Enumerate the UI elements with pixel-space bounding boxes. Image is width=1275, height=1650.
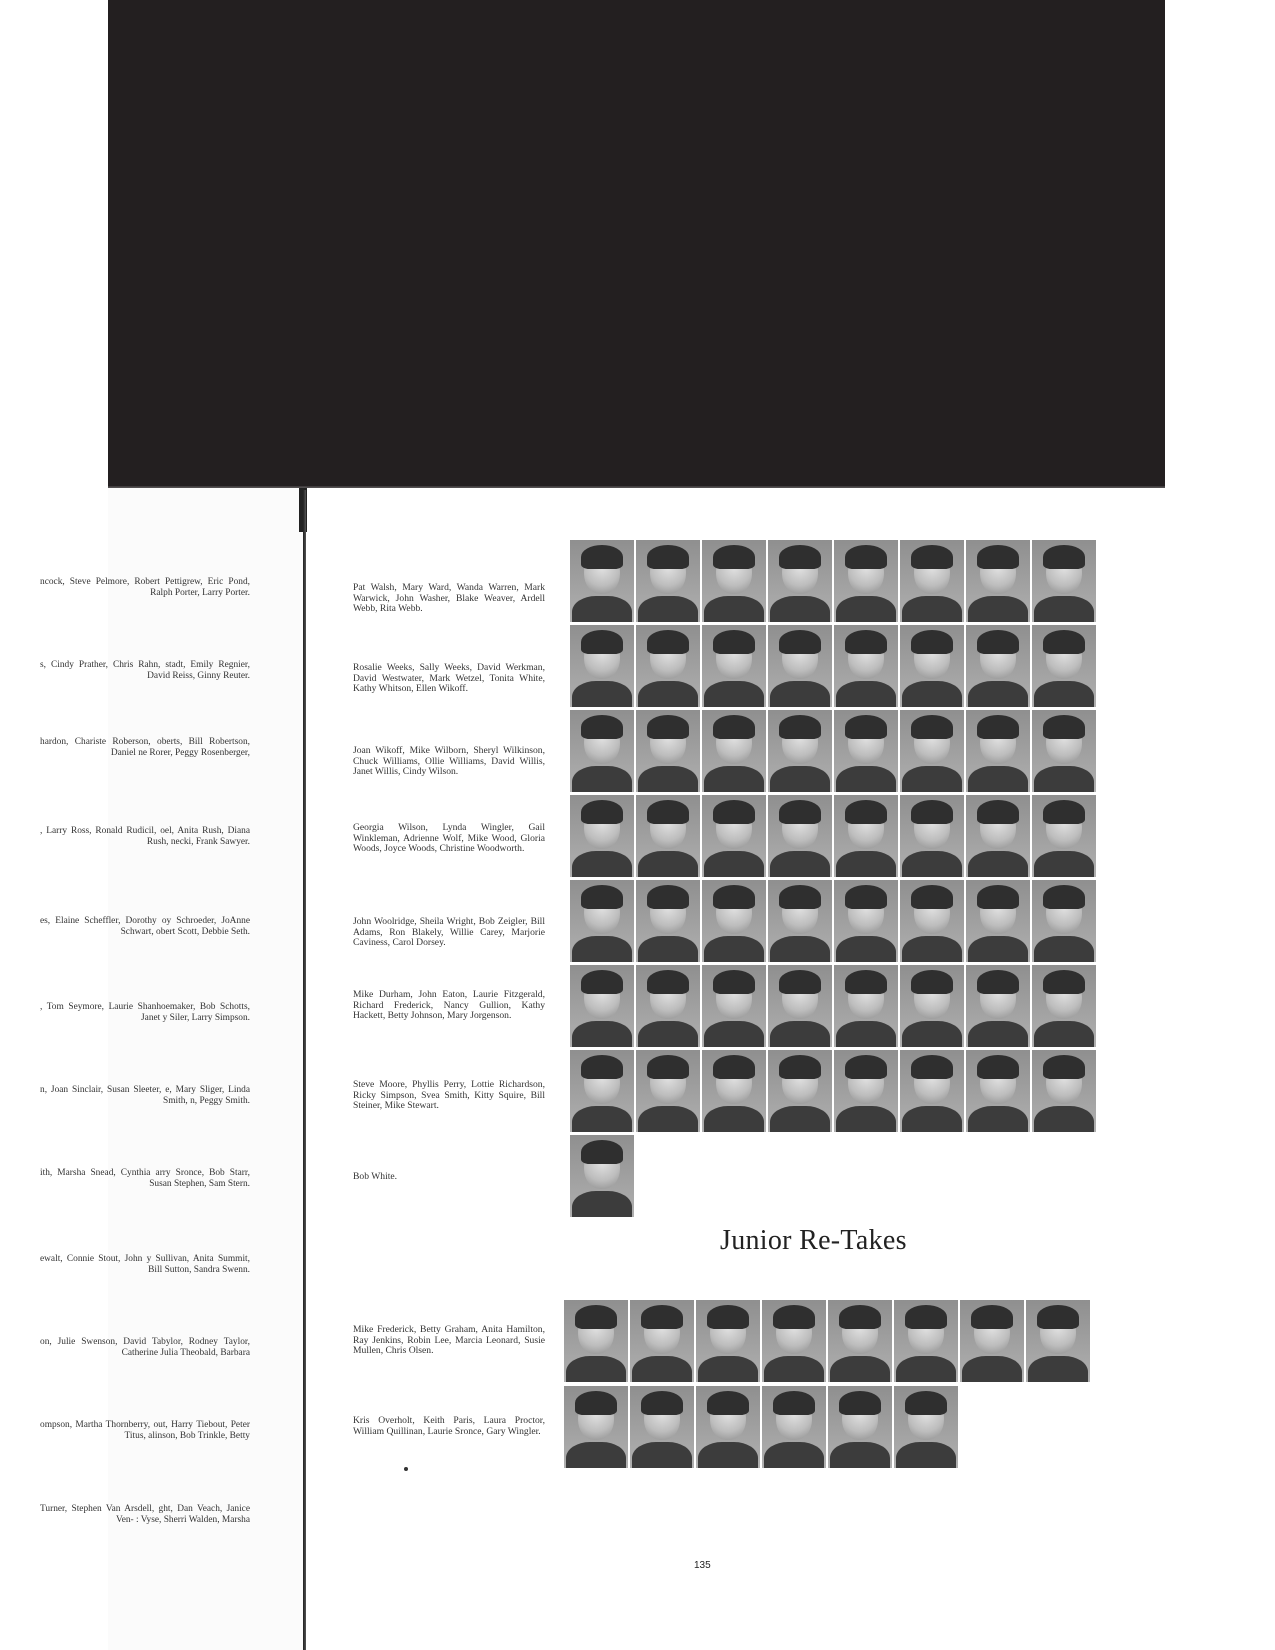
student-portrait xyxy=(636,965,700,1047)
student-portrait xyxy=(768,540,832,622)
name-caption: Kris Overholt, Keith Paris, Laura Proctor, William Quillinan, Laurie Sronce, Gary Wingler. xyxy=(353,1415,545,1437)
name-caption: Mike Durham, John Eaton, Laurie Fitzgerald, Richard Frederick, Nancy Gullion, Kathy Hackett, Betty Johnson, Mary Jorgenson. xyxy=(353,989,545,1022)
student-portrait xyxy=(570,1135,634,1217)
student-portrait xyxy=(570,880,634,962)
portrait-row xyxy=(570,1050,1096,1132)
student-portrait xyxy=(702,540,766,622)
student-portrait xyxy=(570,965,634,1047)
student-portrait xyxy=(828,1386,892,1468)
student-portrait xyxy=(570,710,634,792)
left-caption: on, Julie Swenson, David Tabylor, Rodney Taylor, Catherine Julia Theobald, Barbara xyxy=(40,1337,250,1358)
student-portrait xyxy=(900,625,964,707)
student-portrait xyxy=(900,965,964,1047)
student-portrait xyxy=(834,710,898,792)
student-portrait xyxy=(900,795,964,877)
left-caption: s, Cindy Prather, Chris Rahn, stadt, Emily Regnier, David Reiss, Ginny Reuter. xyxy=(40,660,250,681)
student-portrait xyxy=(834,965,898,1047)
student-portrait xyxy=(1032,710,1096,792)
student-portrait xyxy=(762,1386,826,1468)
student-portrait xyxy=(702,1050,766,1132)
student-portrait xyxy=(1032,795,1096,877)
left-caption: ncock, Steve Pelmore, Robert Pettigrew, Eric Pond, Ralph Porter, Larry Porter. xyxy=(40,577,250,598)
left-caption: es, Elaine Scheffler, Dorothy oy Schroeder, JoAnne Schwart, obert Scott, Debbie Seth. xyxy=(40,916,250,937)
student-portrait xyxy=(768,795,832,877)
student-portrait xyxy=(828,1300,892,1382)
portrait-row xyxy=(564,1300,1090,1382)
student-portrait xyxy=(636,540,700,622)
student-portrait xyxy=(966,540,1030,622)
student-portrait xyxy=(570,540,634,622)
name-caption: Georgia Wilson, Lynda Wingler, Gail Winkleman, Adrienne Wolf, Mike Wood, Gloria Woods, Joyce Woods, Christine Woodworth. xyxy=(353,822,545,855)
left-caption: Turner, Stephen Van Arsdell, ght, Dan Veach, Janice Ven- : Vyse, Sherri Walden, Marsha xyxy=(40,1504,250,1525)
portrait-row xyxy=(570,880,1096,962)
name-caption: Joan Wikoff, Mike Wilborn, Sheryl Wilkinson, Chuck Williams, Ollie Williams, David Willis, Janet Willis, Cindy Wilson. xyxy=(353,745,545,778)
student-portrait xyxy=(834,540,898,622)
student-portrait xyxy=(762,1300,826,1382)
student-portrait xyxy=(1032,625,1096,707)
section-title: Junior Re-Takes xyxy=(720,1225,907,1256)
student-portrait xyxy=(1032,1050,1096,1132)
portrait-row xyxy=(570,965,1096,1047)
left-caption: , Larry Ross, Ronald Rudicil, oel, Anita Rush, Diana Rush, necki, Frank Sawyer. xyxy=(40,826,250,847)
student-portrait xyxy=(564,1300,628,1382)
student-portrait xyxy=(570,625,634,707)
student-portrait xyxy=(702,710,766,792)
dark-backing-area xyxy=(108,0,1165,488)
student-portrait xyxy=(636,1050,700,1132)
student-portrait xyxy=(636,880,700,962)
student-portrait xyxy=(696,1300,760,1382)
student-portrait xyxy=(636,710,700,792)
student-portrait xyxy=(894,1386,958,1468)
student-portrait xyxy=(768,1050,832,1132)
student-portrait xyxy=(966,880,1030,962)
student-portrait xyxy=(768,880,832,962)
student-portrait xyxy=(702,795,766,877)
left-caption: , Tom Seymore, Laurie Shanhoemaker, Bob Schotts, Janet y Siler, Larry Simpson. xyxy=(40,1002,250,1023)
student-portrait xyxy=(966,965,1030,1047)
student-portrait xyxy=(768,965,832,1047)
portrait-row xyxy=(570,540,1096,622)
student-portrait xyxy=(630,1300,694,1382)
student-portrait xyxy=(630,1386,694,1468)
student-portrait xyxy=(696,1386,760,1468)
name-caption: Steve Moore, Phyllis Perry, Lottie Richardson, Ricky Simpson, Svea Smith, Kitty Squire, Bill Steiner, Mike Stewart. xyxy=(353,1079,545,1112)
student-portrait xyxy=(834,625,898,707)
name-caption: Mike Frederick, Betty Graham, Anita Hamilton, Ray Jenkins, Robin Lee, Marcia Leonard, Susie Mullen, Chris Olsen. xyxy=(353,1324,545,1357)
student-portrait xyxy=(636,795,700,877)
name-caption: Rosalie Weeks, Sally Weeks, David Werkman, David Westwater, Mark Wetzel, Tonita White, Kathy Whitson, Ellen Wikoff. xyxy=(353,662,545,695)
student-portrait xyxy=(966,1050,1030,1132)
student-portrait xyxy=(900,1050,964,1132)
student-portrait xyxy=(768,710,832,792)
left-caption: ith, Marsha Snead, Cynthia arry Sronce, Bob Starr, Susan Stephen, Sam Stern. xyxy=(40,1168,250,1189)
student-portrait xyxy=(834,795,898,877)
student-portrait xyxy=(966,795,1030,877)
student-portrait xyxy=(570,795,634,877)
name-caption: John Woolridge, Sheila Wright, Bob Zeigler, Bill Adams, Ron Blakely, Willie Carey, Marjorie Caviness, Carol Dorsey. xyxy=(353,916,545,949)
portrait-row xyxy=(570,625,1096,707)
name-caption: Pat Walsh, Mary Ward, Wanda Warren, Mark Warwick, John Washer, Blake Weaver, Ardell Webb, Rita Webb. xyxy=(353,582,545,615)
student-portrait xyxy=(966,625,1030,707)
student-portrait xyxy=(900,540,964,622)
student-portrait xyxy=(1032,880,1096,962)
student-portrait xyxy=(894,1300,958,1382)
student-portrait xyxy=(768,625,832,707)
portrait-row xyxy=(570,710,1096,792)
student-portrait xyxy=(1026,1300,1090,1382)
student-portrait xyxy=(702,880,766,962)
portrait-row xyxy=(570,795,1096,877)
left-caption: ompson, Martha Thornberry, out, Harry Tiebout, Peter Titus, alinson, Bob Trinkle, Betty xyxy=(40,1420,250,1441)
portrait-row xyxy=(570,1135,634,1217)
student-portrait xyxy=(636,625,700,707)
student-portrait xyxy=(960,1300,1024,1382)
student-portrait xyxy=(834,880,898,962)
name-caption: Bob White. xyxy=(353,1171,398,1182)
student-portrait xyxy=(900,710,964,792)
page-number: 135 xyxy=(694,1560,711,1571)
student-portrait xyxy=(1032,540,1096,622)
portrait-row xyxy=(564,1386,958,1468)
left-caption: n, Joan Sinclair, Susan Sleeter, e, Mary Sliger, Linda Smith, n, Peggy Smith. xyxy=(40,1085,250,1106)
student-portrait xyxy=(900,880,964,962)
student-portrait xyxy=(570,1050,634,1132)
left-caption: hardon, Chariste Roberson, oberts, Bill Robertson, Daniel ne Rorer, Peggy Rosenberger, xyxy=(40,737,250,758)
student-portrait xyxy=(1032,965,1096,1047)
student-portrait xyxy=(564,1386,628,1468)
student-portrait xyxy=(966,710,1030,792)
left-caption: ewalt, Connie Stout, John y Sullivan, Anita Summit, Bill Sutton, Sandra Swenn. xyxy=(40,1254,250,1275)
binding-gutter xyxy=(303,490,306,1650)
student-portrait xyxy=(702,625,766,707)
student-portrait xyxy=(702,965,766,1047)
student-portrait xyxy=(834,1050,898,1132)
stray-mark xyxy=(404,1467,408,1471)
